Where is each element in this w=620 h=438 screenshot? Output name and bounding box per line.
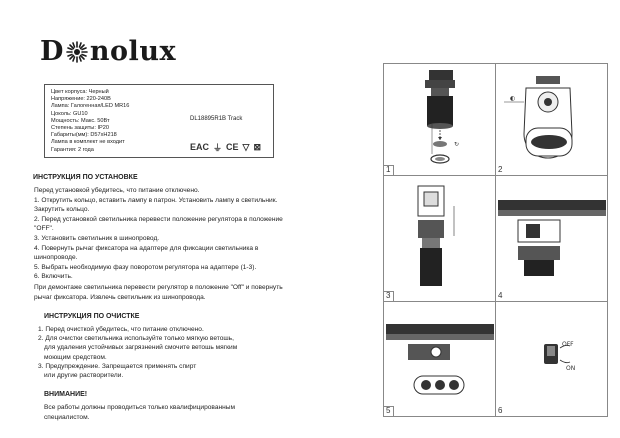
svg-text:◐: ◐ — [510, 95, 516, 102]
install-line: 6. Включить. — [34, 273, 73, 281]
figure-2 — [496, 64, 608, 176]
figure-6 — [496, 302, 608, 416]
install-line: шинопроводе. — [34, 254, 78, 262]
track-lock-drawing — [496, 176, 608, 302]
certification-marks — [190, 136, 300, 158]
figure-5 — [384, 302, 496, 416]
install-line: 5. Выбрать необходимую фазу поворотом регулятора на адаптере (1-3). — [34, 263, 257, 271]
spec-line: Степень защиты: IP20 — [51, 125, 109, 132]
install-line: 2. Перед установкой светильника перевести положение регулятора в положение — [34, 215, 283, 223]
eac-mark-icon: EAC — [190, 142, 210, 152]
sun-burst-icon — [65, 40, 89, 64]
track-insert-drawing — [384, 176, 496, 302]
logo-letter-d: D — [40, 36, 64, 67]
cleaning-line: 2. Для очистки светильника используйте только мягкую ветошь, — [38, 335, 234, 343]
cleaning-line: для удаления устойчивых загрязнений смочите ветошь мягким — [44, 344, 238, 352]
spec-line: Лампа в комплект не входит — [51, 139, 125, 146]
cleaning-line: или другие растворители. — [44, 372, 124, 380]
weee-bin-icon: ⊠ — [253, 141, 262, 152]
cleaning-line: 1. Перед очисткой убедитесь, что питание отключено. — [38, 326, 204, 333]
dismount-text — [34, 283, 334, 302]
install-line: "OFF". — [34, 225, 54, 233]
warning-line: Все работы должны проводиться только квалифицированным — [44, 404, 236, 411]
warning-text — [44, 403, 284, 422]
ground-mark-icon: ⏚ — [213, 142, 223, 153]
spec-line: Мощность: Макс. 50Вт — [51, 117, 110, 124]
figure-4 — [496, 176, 608, 302]
switch-off-label: OFF — [562, 341, 574, 348]
figure-number: 6 — [498, 406, 503, 415]
figure-number: 3 — [386, 291, 391, 300]
figure-1 — [384, 64, 496, 176]
install-line: Перед установкой убедитесь, что питание отключено. — [34, 187, 200, 194]
adapter-switch-drawing — [496, 64, 608, 176]
install-title: ИНСТРУКЦИЯ ПО УСТАНОВКЕ — [33, 174, 138, 181]
spec-line: Цоколь: GU10 — [51, 110, 88, 117]
figure-grid — [383, 63, 608, 417]
install-line: 3. Установить светильник в шинопровод. — [34, 234, 160, 242]
power-switch-drawing — [496, 302, 608, 416]
model-number: DL18895R1B Track — [190, 116, 243, 122]
spec-line: Лампа: Галогенная/LED MR16 — [51, 103, 130, 110]
install-line: 1. Открутить кольцо, вставить лампу в патрон. Установить лампу в светильник. — [34, 196, 278, 204]
brand-logo — [40, 36, 176, 67]
warning-title: ВНИМАНИЕ! — [44, 391, 88, 398]
install-line: 4. Повернуть рычаг фиксатора на адаптере для фиксации светильника в — [34, 244, 259, 252]
spec-line: Напряжение: 220-240В — [51, 96, 111, 103]
spec-line: Габариты(мм): D57xH218 — [51, 132, 117, 139]
cleaning-text — [38, 325, 338, 380]
logo-wordmark: nolux — [89, 36, 177, 67]
ce-mark-icon: CE — [226, 142, 239, 152]
warning-line: специалистом. — [44, 413, 90, 421]
figure-number: 2 — [498, 165, 503, 174]
triangle-mark-icon: ▽ — [242, 141, 250, 152]
cleaning-line: моющим средством. — [44, 353, 107, 361]
dismount-line: рычаг фиксатора. Извлечь светильник из шинопровода. — [34, 293, 206, 301]
figure-number: 1 — [386, 165, 391, 174]
lamp-assembly-drawing — [384, 64, 496, 176]
figure-3 — [384, 176, 496, 302]
phase-selector-drawing — [384, 302, 496, 416]
cleaning-line: 3. Предупреждение. Запрещается применять спирт — [38, 362, 197, 370]
figure-number: 5 — [386, 406, 391, 415]
dismount-line: При демонтаже светильника перевести регулятор в положение "Off" и повернуть — [34, 284, 283, 291]
cleaning-title: ИНСТРУКЦИЯ ПО ОЧИСТКЕ — [44, 313, 140, 320]
spec-line: Гарантия: 2 года — [51, 146, 94, 153]
install-line: Закрутить кольцо. — [34, 206, 90, 214]
spec-line: Цвет корпуса: Черный — [51, 89, 109, 95]
install-text — [34, 186, 324, 282]
switch-on-label: ON — [566, 365, 576, 372]
svg-text:↻: ↻ — [454, 141, 460, 148]
figure-number: 4 — [498, 291, 503, 300]
